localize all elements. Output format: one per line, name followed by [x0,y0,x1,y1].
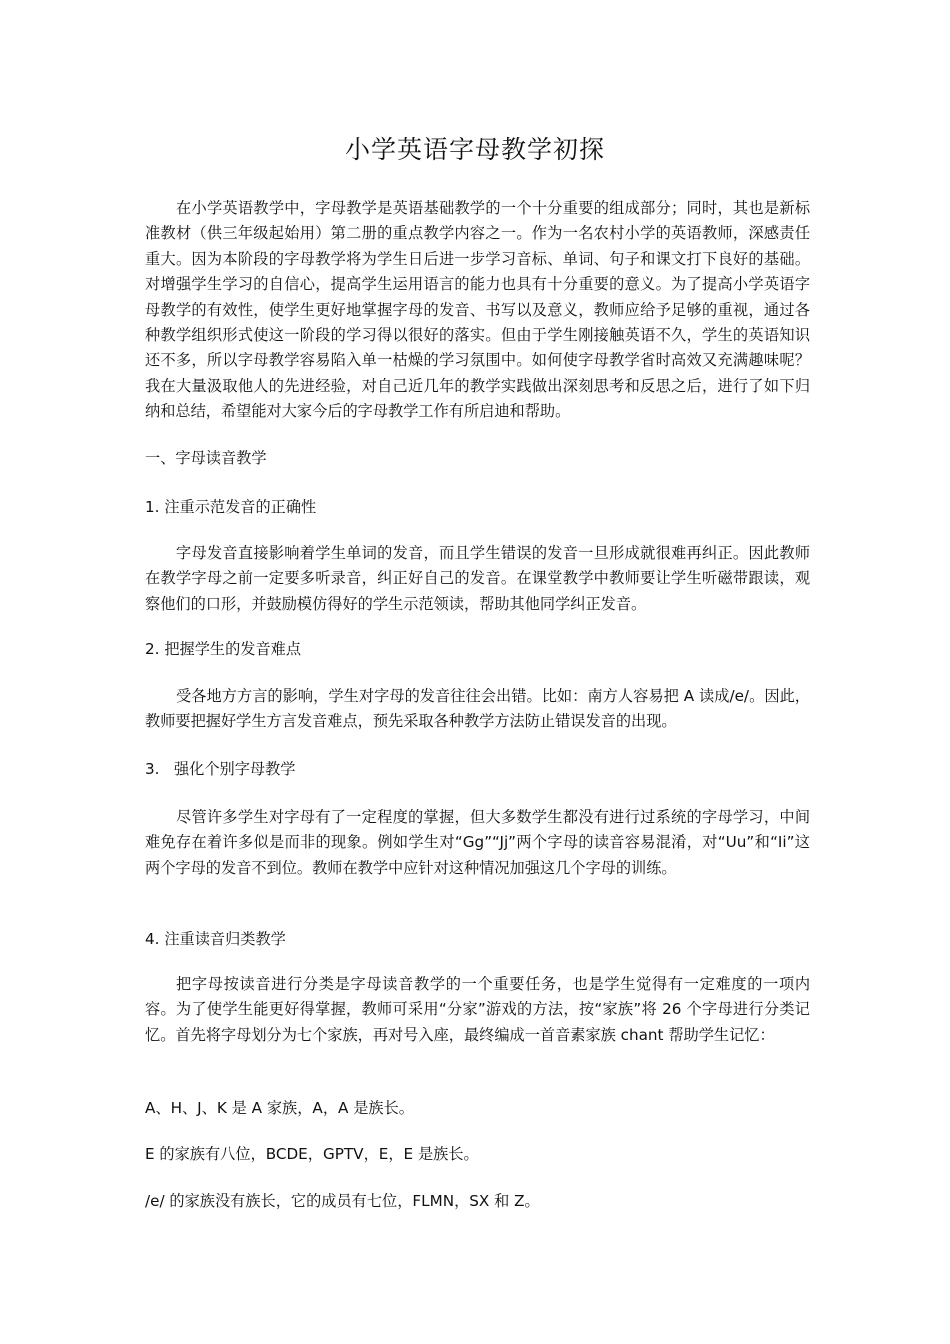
item-heading-3: 3. 强化个别字母教学 [145,760,296,778]
item-body-3: 尽管许多学生对字母有了一定程度的掌握，但大多数学生都没有进行过系统的字母学习，中间难免存在着许多似是而非的现象。例如学生对“Gg”“Jj”两个字母的读音容易混淆，对“Uu”和“Ii”这两个字母的发音不到位。教师在教学中应针对这种情况加强这几个字母的训练。 [145,808,810,877]
family-line-2: E 的家族有八位，BCDE，GPTV，E，E 是族长。 [145,1145,479,1163]
item-heading-2: 2. 把握学生的发音难点 [145,640,302,658]
item-heading-4: 4. 注重读音归类教学 [145,930,286,948]
document-title: 小学英语字母教学初探 [344,135,605,164]
item-body-4: 把字母按读音进行分类是字母读音教学的一个重要任务，也是学生觉得有一定难度的一项内容。为了使学生能更好得掌握，教师可采用“分家”游戏的方法，按“家族”将 26 个字母进行分类记忆。首先将字母划分为七个家族，再对号入座，最终编成一首音素家族 chant 帮助学生记忆： [145,975,810,1044]
family-line-3: /e/ 的家族没有族长，它的成员有七位，FLMN，SX 和 Z。 [145,1192,540,1210]
item-body-2: 受各地方方言的影响，学生对字母的发音往往会出错。比如：南方人容易把 A 读成/e/。因此，教师要把握好学生方言发音难点，预先采取各种教学方法防止错误发音的出现。 [145,687,810,731]
item-body-1: 字母发音直接影响着学生单词的发音，而且学生错误的发音一旦形成就很难再纠正。因此教师在教学字母之前一定要多听录音，纠正好自己的发音。在课堂教学中教师要让学生听磁带跟读，观察他们的口形，并鼓励模仿得好的学生示范领读，帮助其他同学纠正发音。 [145,544,810,613]
item-heading-1: 1. 注重示范发音的正确性 [145,498,317,516]
intro-paragraph: 在小学英语教学中，字母教学是英语基础教学的一个十分重要的组成部分；同时，其也是新标准教材（供三年级起始用）第二册的重点教学内容之一。作为一名农村小学的英语教师，深感责任重大。因为本阶段的字母教学将为学生日后进一步学习音标、单词、句子和课文打下良好的基础。对增强学生学习的自信心，提高学生运用语言的能力也具有十分重要的意义。为了提高小学英语字母教学的有效性，使学生更好地掌握字母的发音、书写以及意义，教师应给予足够的重视，通过各种教学组织形式使这一阶段的学习得以很好的落实。但由于学生刚接触英语不久，学生的英语知识还不多，所以字母教学容易陷入单一枯燥的学习氛围中。如何使字母教学省时高效又充满趣味呢？我在大量汲取他人的先进经验，对自己近几年的教学实践做出深刻思考和反思之后，进行了如下归纳和总结，希望能对大家今后的字母教学工作有所启迪和帮助。 [145,199,810,421]
section-heading: 一、字母读音教学 [145,449,267,467]
family-line-1: A、H、J、K 是 A 家族，A，A 是族长。 [145,1099,414,1117]
